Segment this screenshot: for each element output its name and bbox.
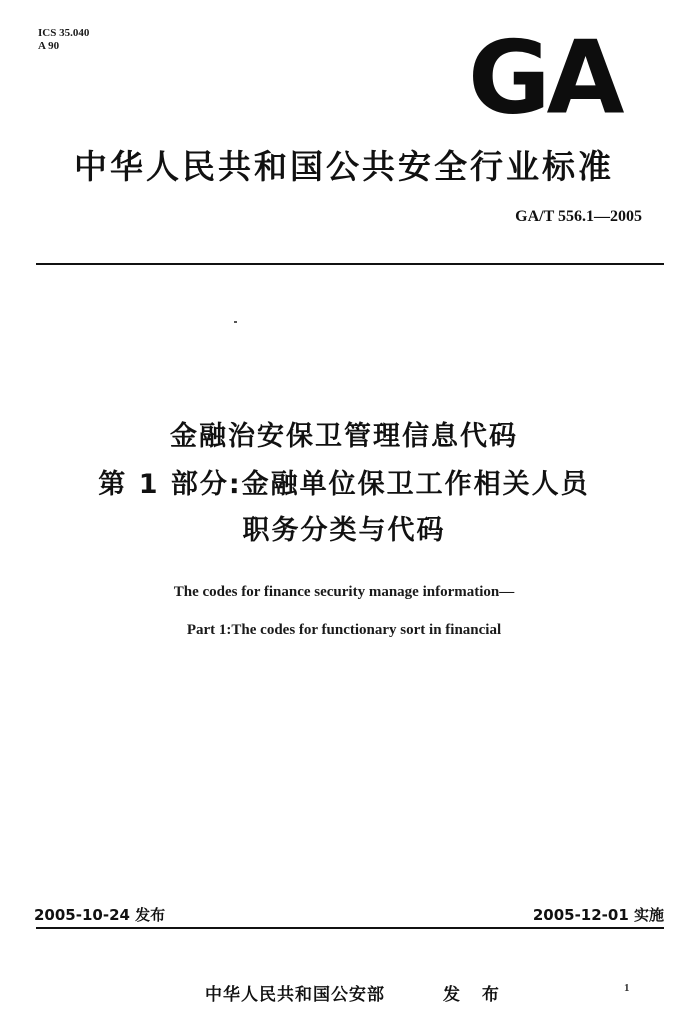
- cn-title-line-2: 第 1 部分:金融单位保卫工作相关人员: [98, 469, 590, 500]
- publisher: 中华人民共和国公安部: [205, 985, 385, 1005]
- implementation-date: 2005-12-01 实施: [532, 906, 664, 924]
- cn-title-line-1: 金融治安保卫管理信息代码: [170, 421, 518, 452]
- org-title: 中华人民共和国公共安全行业标准: [74, 147, 614, 186]
- standard-number: GA/T 556.1—2005: [515, 208, 642, 225]
- ics-code: ICS 35.040: [38, 27, 90, 39]
- issue-date: 2005-10-24 发布: [34, 906, 166, 924]
- scan-speck: [234, 321, 237, 323]
- page-mark: 1: [624, 982, 630, 994]
- classification-codes: [38, 27, 89, 53]
- header-divider: [36, 263, 664, 265]
- en-title-line-2: Part 1:The codes for functionary sort in financial: [186, 622, 502, 638]
- cn-title-line-3: 职务分类与代码: [242, 515, 446, 546]
- en-title-line-1: The codes for finance security manage information—: [173, 584, 515, 600]
- footer-divider: [36, 927, 664, 929]
- ccs-code: A 90: [38, 40, 60, 52]
- ga-logo: GA: [468, 19, 621, 137]
- publish-label: 发 布: [443, 985, 507, 1005]
